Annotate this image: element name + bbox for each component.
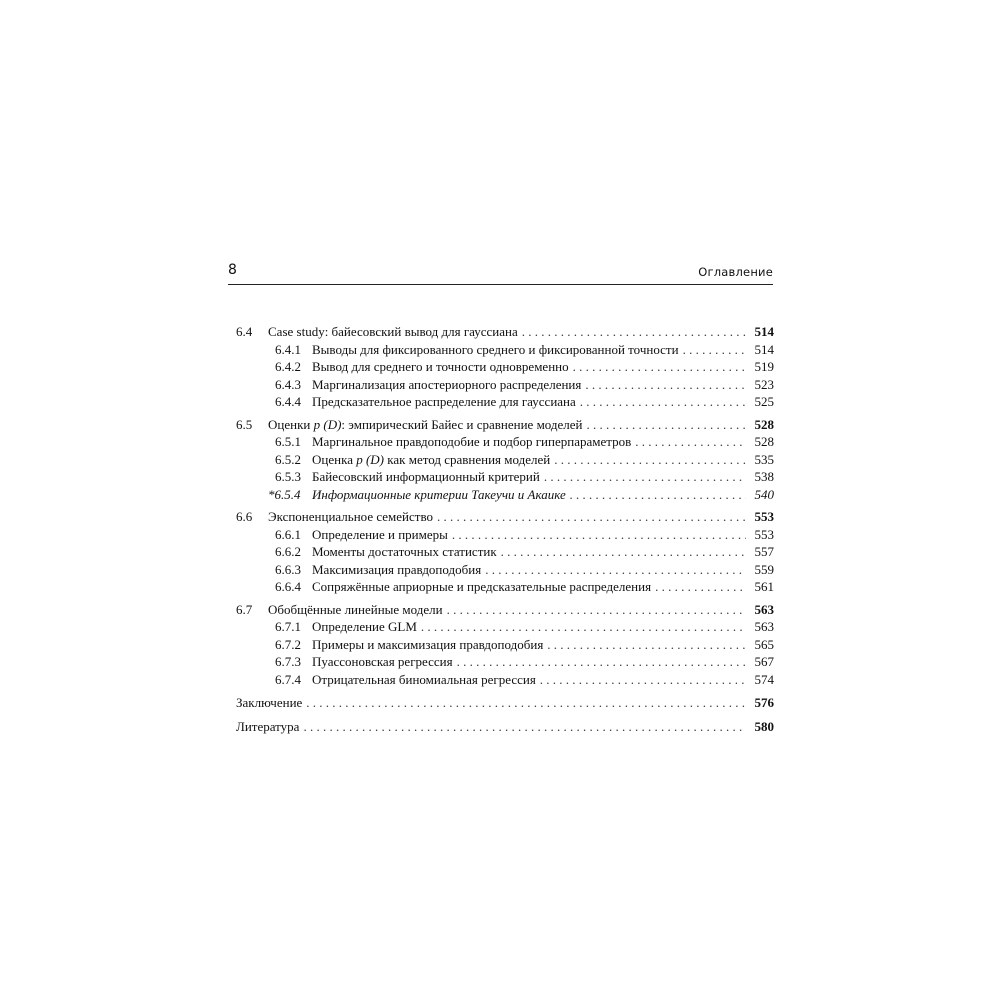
toc-entry-6-5[interactable]	[236, 416, 774, 434]
subsection-number: 6.6.3	[275, 561, 301, 577]
toc-entry-6-7[interactable]	[236, 601, 774, 619]
toc-entry-6-5-1[interactable]	[236, 433, 774, 451]
chapter-title: Литература	[236, 719, 300, 734]
subsection-number: *6.5.4	[268, 486, 301, 502]
toc-entry-6-7-2[interactable]	[236, 636, 774, 654]
leader-dots	[580, 393, 746, 411]
leader-dots	[570, 486, 746, 504]
leader-dots	[522, 323, 746, 341]
leader-dots	[585, 376, 746, 394]
subsection-title: Информационные критерии Такеучи и Акаике	[312, 486, 566, 502]
toc-entry-6-5-3[interactable]	[236, 468, 774, 486]
subsection-title: Определение GLM	[312, 619, 417, 634]
leader-dots	[683, 341, 746, 359]
toc-entry-6-4-3[interactable]	[236, 376, 774, 394]
toc-entry-6-6-1[interactable]	[236, 526, 774, 544]
subsection-title: Максимизация правдоподобия	[312, 561, 482, 577]
toc-entry-6-7-3[interactable]	[236, 653, 774, 671]
toc-entry-6-6-3[interactable]	[236, 561, 774, 579]
page-ref: 514	[754, 341, 774, 357]
leader-dots	[447, 601, 746, 619]
page-ref: 528	[754, 434, 774, 449]
subsection-number: 6.4.4	[275, 394, 301, 409]
subsection-number: 6.5.2	[275, 451, 301, 467]
subsection-number: 6.7.2	[275, 636, 301, 652]
toc-entry-conclusion[interactable]	[236, 694, 774, 712]
subsection-title: Выводы для фиксированного среднего и фиксированной точности	[312, 341, 679, 357]
subsection-title: Оценка p (D) как метод сравнения моделей	[312, 451, 551, 467]
page-ref: 519	[754, 359, 774, 374]
subsection-title: Предсказательное распределение для гауссиана	[312, 394, 576, 409]
leader-dots	[437, 508, 746, 526]
toc-entry-6-4-1[interactable]	[236, 341, 774, 359]
toc-entry-6-5-4[interactable]	[236, 486, 774, 504]
toc-group-6-4	[236, 323, 774, 411]
toc-entry-6-4-2[interactable]	[236, 358, 774, 376]
leader-dots	[306, 694, 746, 712]
leader-dots	[452, 526, 746, 544]
page-ref: 540	[754, 486, 774, 502]
page-ref: 576	[754, 695, 774, 710]
section-number: 6.7	[236, 601, 253, 617]
leader-dots	[501, 543, 746, 561]
toc-entry-6-6-4[interactable]	[236, 578, 774, 596]
leader-dots	[457, 653, 746, 671]
toc-group-6-5	[236, 416, 774, 504]
leader-dots	[544, 468, 746, 486]
subsection-title: Байесовский информационный критерий	[312, 469, 540, 484]
section-title: Case study: байесовский вывод для гауссиана	[268, 324, 518, 339]
subsection-number: 6.5.3	[275, 469, 301, 484]
toc-entry-6-6-2[interactable]	[236, 543, 774, 561]
section-number: 6.4	[236, 324, 253, 339]
leader-dots	[421, 618, 746, 636]
subsection-number: 6.7.3	[275, 654, 301, 669]
toc-entry-6-7-1[interactable]	[236, 618, 774, 636]
page-ref: 580	[754, 719, 774, 734]
leader-dots	[635, 433, 746, 451]
subsection-title: Пуассоновская регрессия	[312, 654, 453, 669]
subsection-title: Маргинализация апостериорного распределения	[312, 376, 582, 392]
page-ref: 574	[754, 671, 774, 687]
toc-entry-6-7-4[interactable]	[236, 671, 774, 689]
toc-entry-6-5-2[interactable]	[236, 451, 774, 469]
subsection-number: 6.4.1	[275, 341, 301, 357]
leader-dots	[554, 451, 746, 469]
math-expression: p (D)	[356, 451, 385, 467]
chapter-title: Заключение	[236, 695, 303, 710]
page-ref: 538	[754, 469, 774, 484]
toc-entry-references[interactable]	[236, 718, 774, 736]
subsection-number: 6.7.1	[275, 619, 301, 634]
page-number: 8	[228, 262, 237, 278]
leader-dots	[303, 718, 746, 736]
leader-dots	[573, 358, 746, 376]
subsection-title: Маргинальное правдоподобие и подбор гиперпараметров	[312, 434, 632, 449]
subsection-title: Вывод для среднего и точности одновременно	[312, 359, 569, 374]
leader-dots	[587, 416, 746, 434]
section-number: 6.5	[236, 416, 253, 432]
section-title: Экспоненциальное семейство	[268, 509, 433, 524]
leader-dots	[655, 578, 746, 596]
subsection-number: 6.4.2	[275, 359, 301, 374]
toc-entry-6-4[interactable]	[236, 323, 774, 341]
page-ref: 557	[754, 544, 774, 559]
subsection-number: 6.6.1	[275, 526, 301, 542]
page-ref: 523	[754, 376, 774, 392]
page-ref: 563	[754, 601, 774, 617]
subsection-title: Сопряжённые априорные и предсказательные распределения	[312, 579, 652, 594]
page-ref: 553	[754, 509, 774, 524]
subsection-title: Примеры и максимизация правдоподобия	[312, 636, 544, 652]
toc-entry-6-6[interactable]	[236, 508, 774, 526]
page-ref: 535	[754, 451, 774, 467]
page-ref: 525	[754, 394, 774, 409]
subsection-number: 6.6.2	[275, 544, 301, 559]
page-ref: 563	[754, 619, 774, 634]
leader-dots	[540, 671, 746, 689]
running-title: Оглавление	[698, 265, 773, 279]
page-ref: 559	[754, 561, 774, 577]
subsection-title: Отрицательная биномиальная регрессия	[312, 671, 536, 687]
math-expression: p (D)	[313, 416, 342, 432]
toc-group-6-6	[236, 508, 774, 596]
subsection-number: 6.6.4	[275, 579, 301, 594]
page-ref: 514	[754, 324, 774, 339]
table-of-contents	[236, 323, 774, 736]
section-title: Обобщённые линейные модели	[268, 601, 443, 617]
subsection-title: Определение и примеры	[312, 526, 448, 542]
page-ref: 528	[754, 416, 774, 432]
page-ref: 553	[754, 526, 774, 542]
toc-entry-6-4-4[interactable]	[236, 393, 774, 411]
subsection-number: 6.4.3	[275, 376, 301, 392]
page-header	[228, 262, 773, 285]
toc-group-6-7	[236, 601, 774, 689]
section-number: 6.6	[236, 509, 253, 524]
page-ref: 565	[754, 636, 774, 652]
subsection-number: 6.5.1	[275, 434, 301, 449]
subsection-number: 6.7.4	[275, 671, 301, 687]
leader-dots	[485, 561, 746, 579]
section-title: Оценки p (D): эмпирический Байес и сравнение моделей	[268, 416, 583, 432]
page-ref: 561	[754, 579, 774, 594]
leader-dots	[547, 636, 746, 654]
page-ref: 567	[754, 654, 774, 669]
subsection-title: Моменты достаточных статистик	[312, 544, 497, 559]
